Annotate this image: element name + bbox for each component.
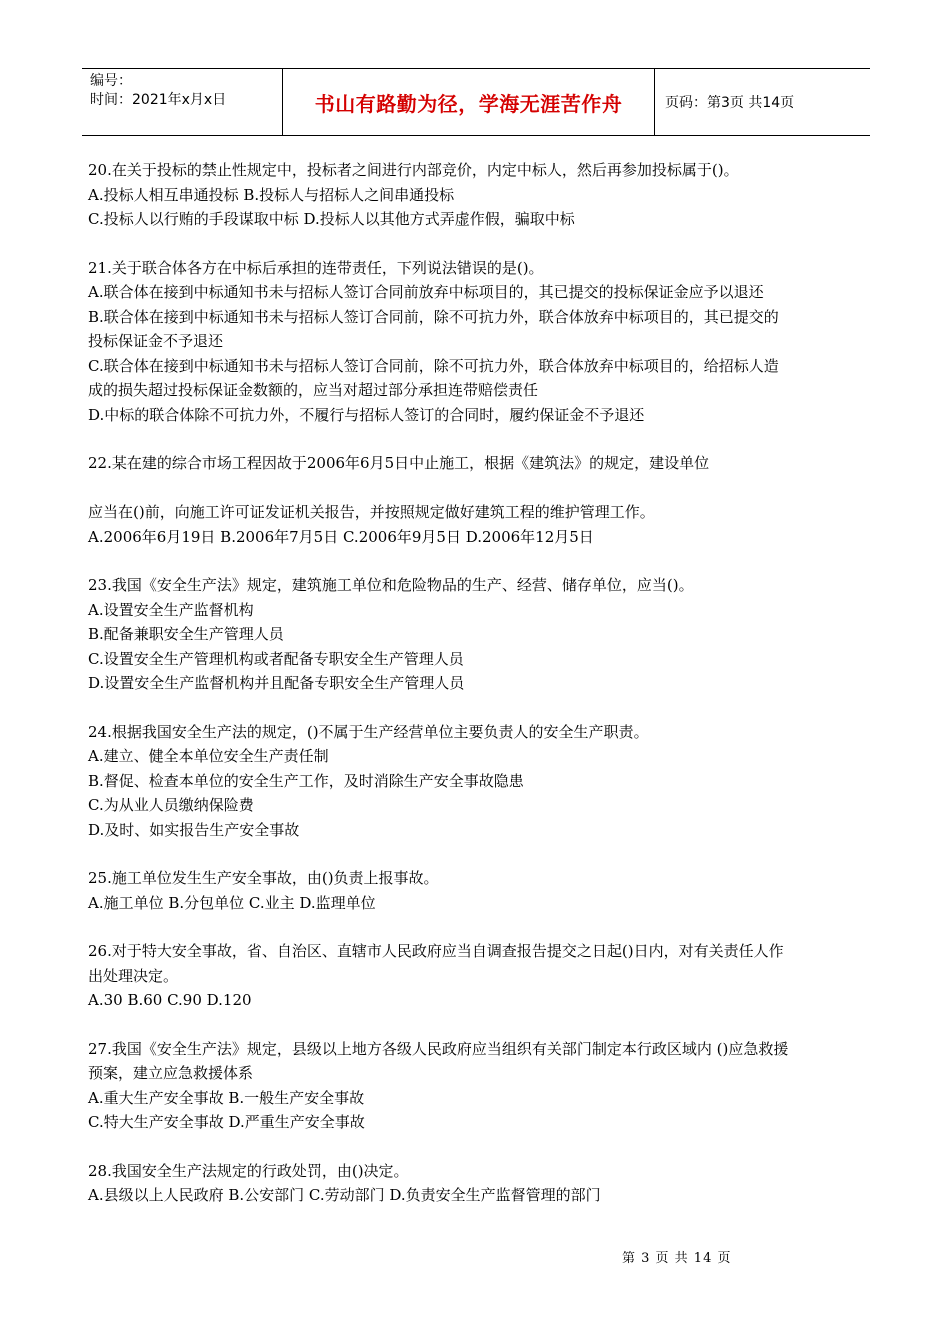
question-text: 24.根据我国安全生产法的规定，()不属于生产经营单位主要负责人的安全生产职责。 [88, 722, 649, 741]
header-page-info: 页码：第3页 共14页 [665, 95, 795, 111]
question-block [88, 573, 868, 696]
question-line: A.30 B.60 C.90 D.120 [88, 991, 252, 1009]
question-text: 20.在关于投标的禁止性规定中，投标者之间进行内部竞价，内定中标人，然后再参加投标属于()。 [88, 161, 739, 179]
question-text: 26.对于特大安全事故，省、自治区、直辖市人民政府应当自调查报告提交之日起()日内，对有关责任人作 [88, 942, 784, 960]
question-line: 投标保证金不予退还 [88, 332, 224, 350]
page-footer: 第 3 页 共 14 页 [622, 1251, 732, 1266]
header-meta [82, 69, 282, 135]
question-list [88, 158, 868, 1232]
question-line: C.投标人以行贿的手段谋取中标 D.投标人以其他方式弄虚作假，骗取中标 [88, 210, 575, 228]
question-line: A.投标人相互串通投标 B.投标人与招标人之间串通投标 [88, 185, 455, 204]
question-text: 21.关于联合体各方在中标后承担的连带责任，下列说法错误的是()。 [88, 258, 544, 277]
question-line: 应当在()前，向施工许可证发证机关报告，并按照规定做好建筑工程的维护管理工作。 [88, 503, 655, 521]
question-text: 27.我国《安全生产法》规定，县级以上地方各级人民政府应当组织有关部门制定本行政区域内 ()应急救援 [88, 1039, 789, 1058]
question-line: A.重大生产安全事故 B.一般生产安全事故 [88, 1088, 365, 1107]
question-block [88, 256, 868, 428]
question-block [88, 939, 868, 1013]
question-line: B.联合体在接到中标通知书未与招标人签订合同前，除不可抗力外，联合体放弃中标项目的，其已提交的 [88, 307, 779, 326]
question-block [88, 158, 868, 232]
question-line: B.督促、检查本单位的安全生产工作，及时消除生产安全事故隐患 [88, 771, 524, 790]
question-line: B.配备兼职安全生产管理人员 [88, 625, 284, 643]
question-block [88, 720, 868, 843]
question-line: A.联合体在接到中标通知书未与招标人签订合同前放弃中标项目的，其已提交的投标保证金应予以退还 [88, 283, 764, 301]
question-line: C.设置安全生产管理机构或者配备专职安全生产管理人员 [88, 649, 464, 668]
question-line: A.县级以上人民政府 B.公安部门 C.劳动部门 D.负责安全生产监督管理的部门 [88, 1186, 601, 1204]
question-line: 预案，建立应急救援体系 [88, 1064, 254, 1082]
question-block [88, 866, 868, 915]
question-line: A.施工单位 B.分包单位 C.业主 D.监理单位 [88, 893, 376, 912]
question-block [88, 1159, 868, 1208]
spacer [88, 476, 868, 501]
question-line: C.为从业人员缴纳保险费 [88, 796, 254, 814]
question-block [88, 451, 868, 549]
document-time-label: 时间：2021年x月x日 [90, 92, 227, 108]
question-block [88, 1037, 868, 1135]
question-line: C.联合体在接到中标通知书未与招标人签订合同前，除不可抗力外，联合体放弃中标项目的，给招标人造 [88, 356, 779, 375]
question-text: 22.某在建的综合市场工程因故于2006年6月5日中止施工，根据《建筑法》的规定，建设单位 [88, 454, 710, 472]
question-line: A.2006年6月19日 B.2006年7月5日 C.2006年9月5日 D.2006年12月5日 [88, 527, 594, 546]
question-line: 成的损失超过投标保证金数额的，应当对超过部分承担连带赔偿责任 [88, 381, 539, 399]
question-text: 23.我国《安全生产法》规定，建筑施工单位和危险物品的生产、经营、储存单位，应当()。 [88, 576, 694, 594]
question-line: C.特大生产安全事故 D.严重生产安全事故 [88, 1113, 365, 1131]
question-line: A.设置安全生产监督机构 [88, 600, 254, 619]
question-line: D.中标的联合体除不可抗力外，不履行与招标人签订的合同时，履约保证金不予退还 [88, 405, 645, 424]
header-motto: 书山有路勤为径，学海无涯苦作舟 [282, 69, 655, 135]
page-header [82, 68, 870, 136]
question-line: D.设置安全生产监督机构并且配备专职安全生产管理人员 [88, 674, 465, 692]
document-number-label: 编号： [90, 73, 132, 89]
question-line: D.及时、如实报告生产安全事故 [88, 820, 300, 839]
question-text: 25.施工单位发生生产安全事故，由()负责上报事故。 [88, 869, 439, 887]
question-text: 28.我国安全生产法规定的行政处罚，由()决定。 [88, 1161, 409, 1180]
question-line: A.建立、健全本单位安全生产责任制 [88, 747, 329, 765]
question-line: 出处理决定。 [88, 966, 179, 985]
